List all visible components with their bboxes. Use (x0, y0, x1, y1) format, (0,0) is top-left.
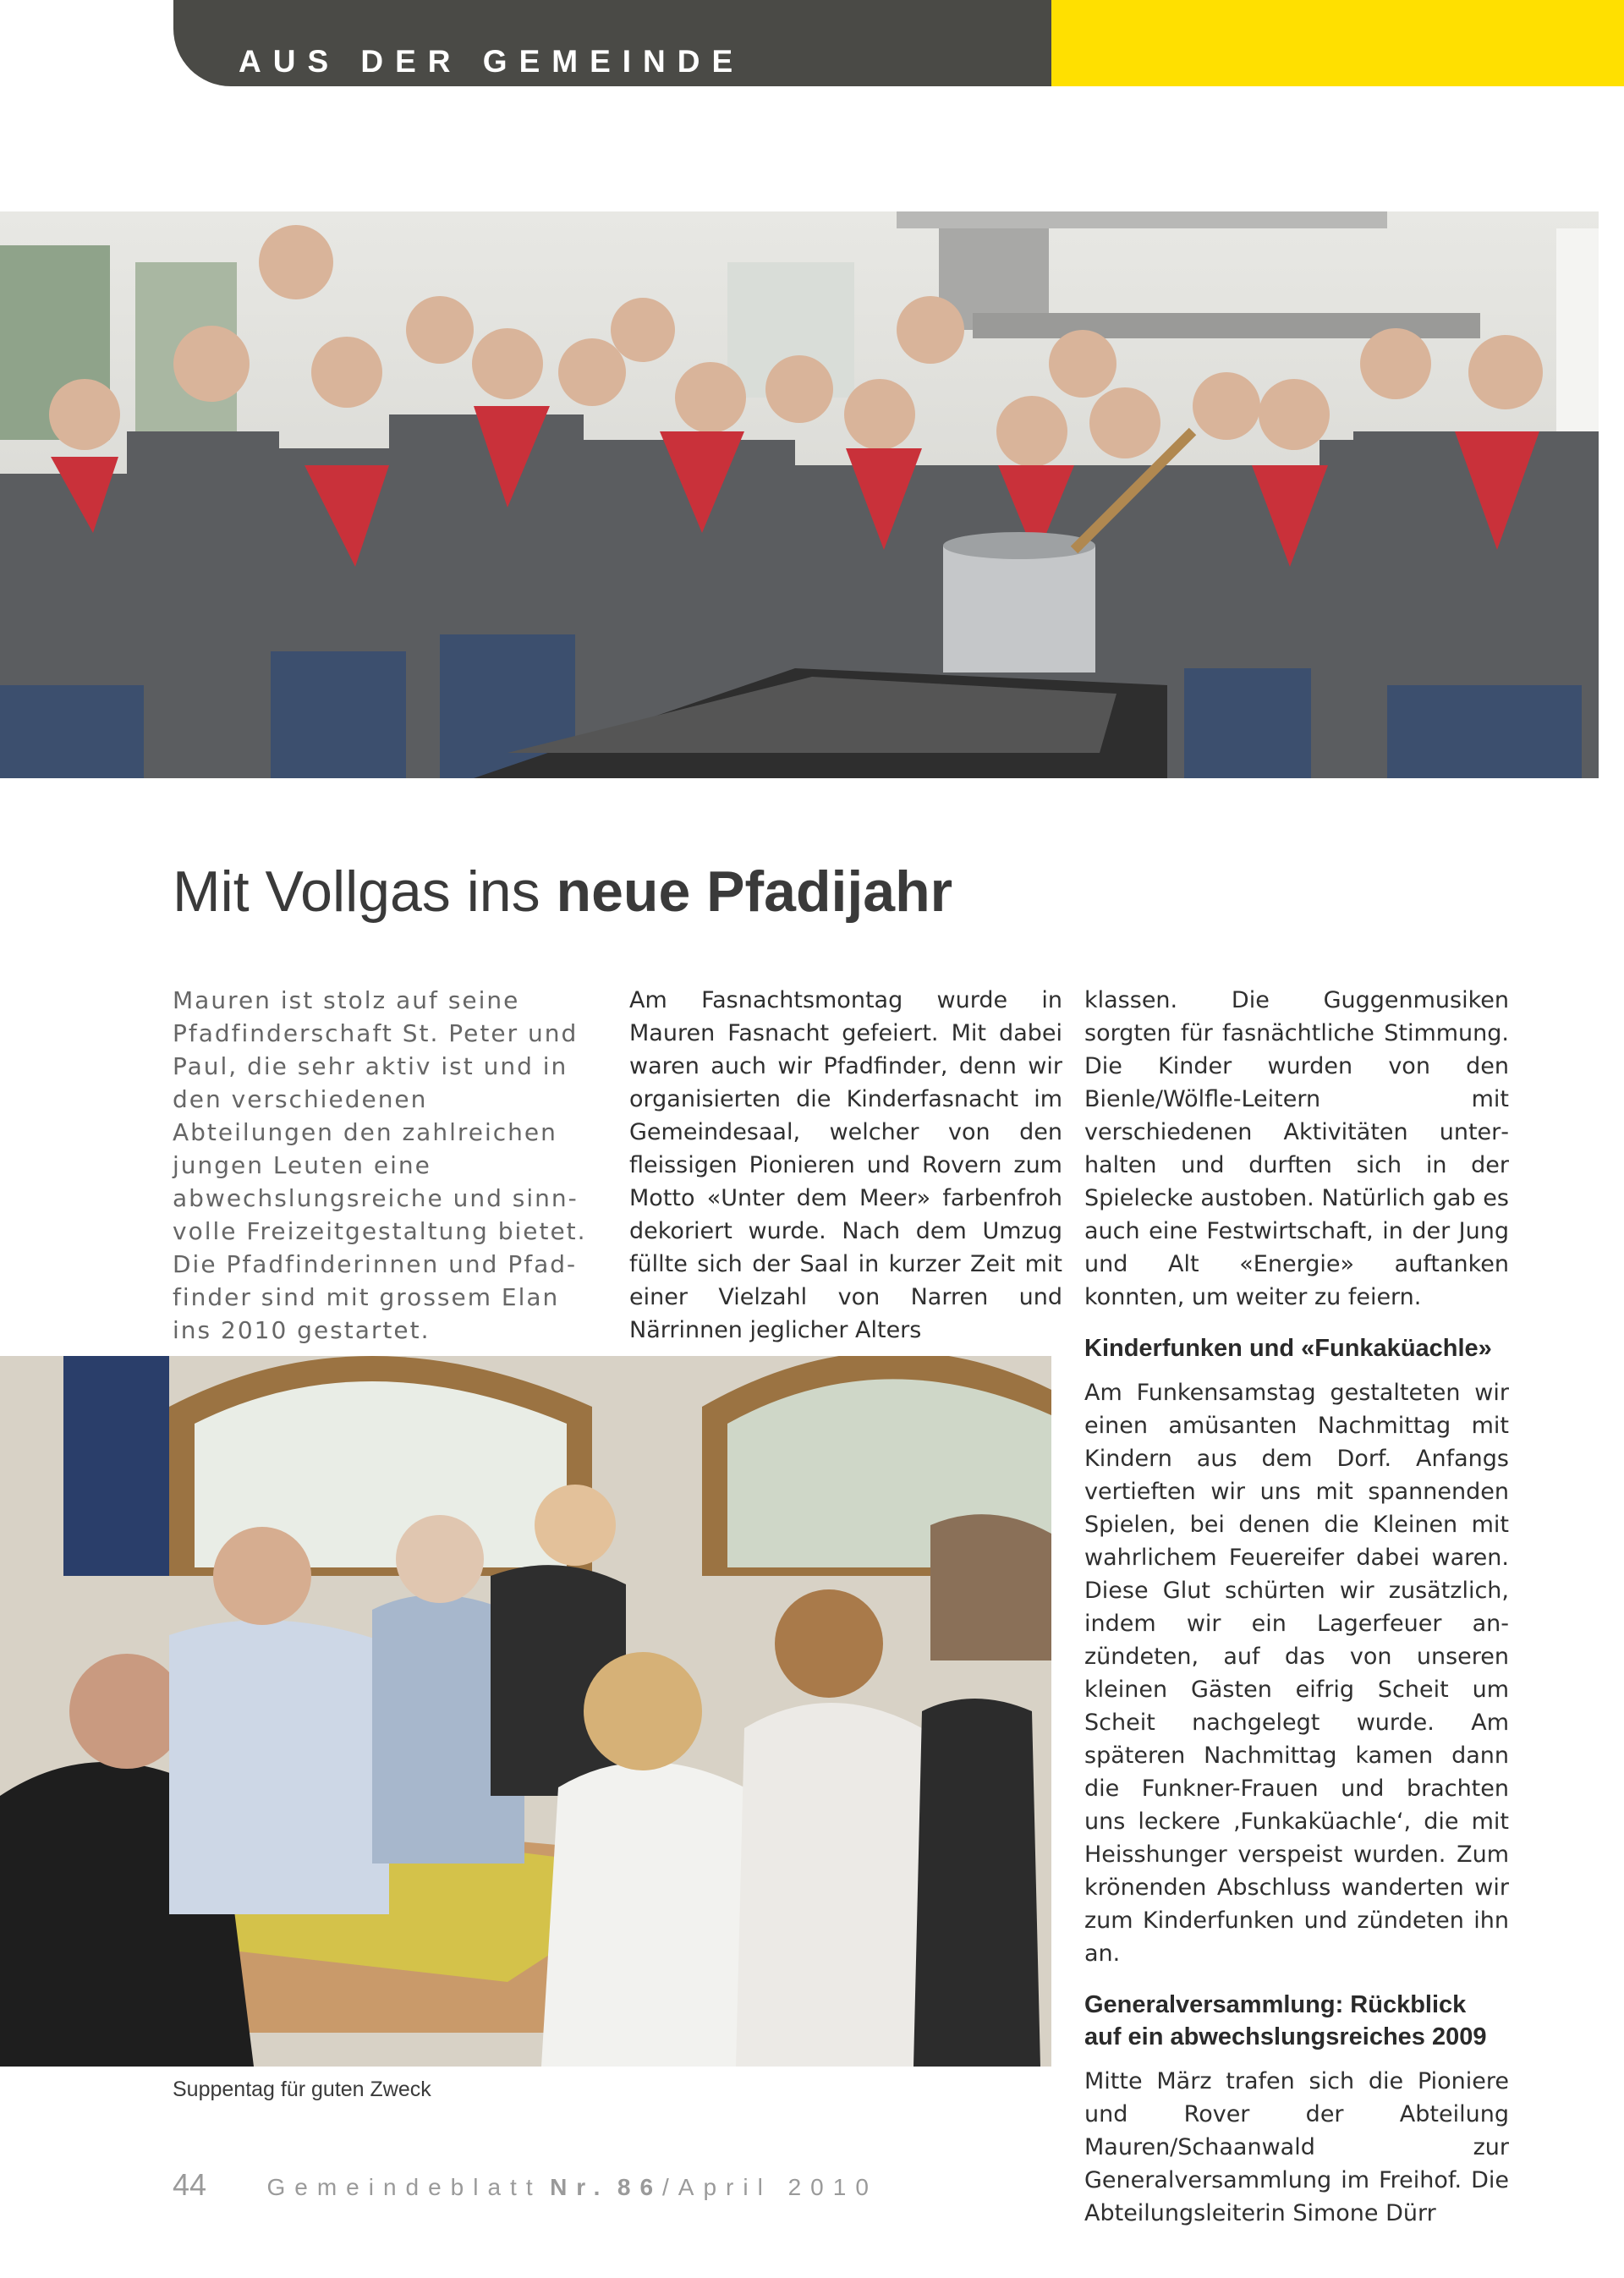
title-regular: Mit Vollgas ins (173, 859, 540, 924)
body-column-2 (629, 984, 1062, 1347)
issue-date: /April 2010 (662, 2174, 878, 2200)
body-paragraph: Am Funkensamstag gestalteten wir einen amüsanten Nachmittag mit Kindern aus dem Dorf. Anfangs vertieften wir uns mit spannenden Spielen, bei denen die Kleinen mit wahrlichem Feuereifer dabei waren. Diese Glut schürten wir zusätzlich, indem wir ein Lagerfeuer anzündeten, auf das von unseren kleinen Gästen eifrig Scheit um Scheit nachgelegt wurde. Am späteren Nachmittag kamen dann die Funkner-Frauen und brachten uns leckere ‚Funkaküachle‘, die mit Heisshunger verspeist wurden. Zum krönenden Abschluss wanderten wir zum Kinderfunken und zündeten ihn an. (1084, 1380, 1509, 1967)
soup-day-photo (0, 1356, 1051, 2067)
title-bold: neue Pfadijahr (556, 859, 953, 924)
header-accent (1051, 0, 1624, 86)
section-title: AUS DER GEMEINDE (239, 44, 745, 79)
intro-column (173, 984, 595, 1347)
issue-number: 86 (617, 2174, 663, 2200)
issue-label: Nr. (550, 2174, 610, 2200)
article-title (173, 859, 952, 925)
body-paragraph: Am Fasnachtsmontag wurde in Mauren Fasnacht gefeiert. Mit dabei waren auch wir Pfadfinder, denn wir organisierten die Kinderfasnacht im Gemeindesaal, welcher von den fleissigen Pionieren und Rovern zum Motto «Unter dem Meer» farbenfroh dekoriert wurde. Nach dem Umzug füllte sich der Saal in kurzer Zeit mit einer Vielzahl von Narren und Närrinnen jeglicher Alters (629, 987, 1062, 1343)
body-paragraph: klassen. Die Guggenmusiken sorgten für fasnächtliche Stimmung. Die Kinder wurden von den Bienle/Wölfle-Leitern mit verschiedenen Aktivitäten unterhalten und durften sich in der Spielecke austoben. Natürlich gab es auch eine Festwirtschaft, in der Jung und Alt «Energie» auftanken konnten, um weiter zu feiern. (1084, 987, 1509, 1310)
body-column-3 (1084, 984, 1509, 2230)
intro-text: Mauren ist stolz auf seine Pfadfinderschaft St. Peter und Paul, die sehr aktiv ist und in den verschiedenen Abteilungen den zahlreichen jungen Leuten eine abwechslungsreiche und sinnvolle Freizeitgestaltung bietet. Die Pfadfinderinnen und Pfadfinder sind mit grossem Elan ins 2010 gestartet. (173, 986, 587, 1344)
publication-name: Gemeindeblatt (266, 2174, 542, 2200)
page-number: 44 (173, 2167, 207, 2202)
subheading: Generalversammlung: Rückblick auf ein abwechslungsreiches 2009 (1084, 1991, 1487, 2050)
body-paragraph: Mitte März trafen sich die Pioniere und Rover der Abteilung Mauren/Schaanwald zur Generalversammlung im Freihof. Die Abteilungsleiterin Simone Dürr (1084, 2068, 1509, 2226)
photo-caption: Suppentag für guten Zweck (173, 2078, 431, 2101)
group-photo (0, 211, 1599, 778)
page-footer (173, 2167, 878, 2203)
subheading: Kinderfunken und «Funkaküachle» (1084, 1335, 1492, 1362)
